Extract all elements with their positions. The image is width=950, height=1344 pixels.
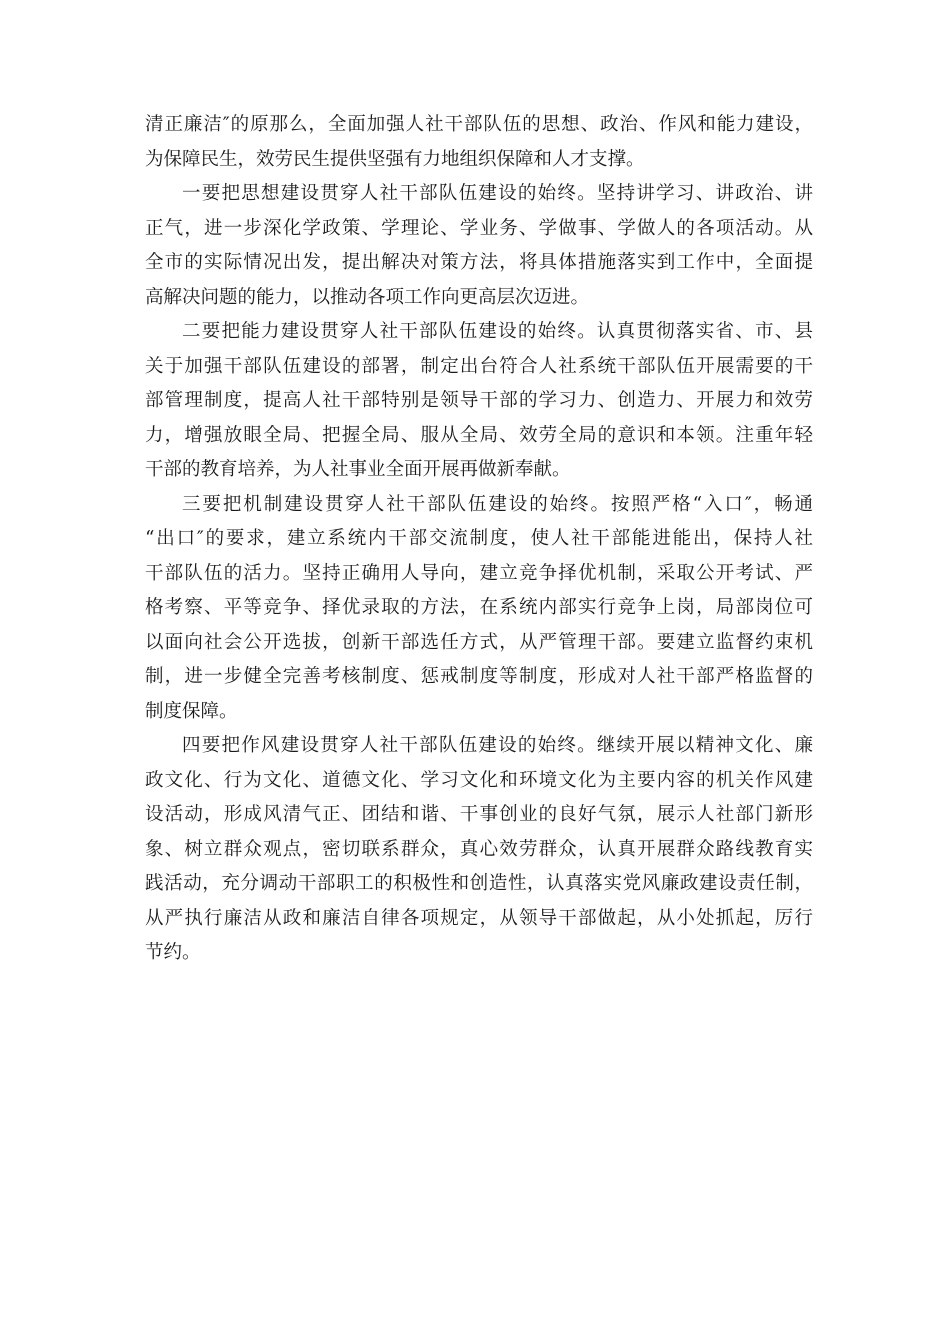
document-body [145,108,813,971]
text-line: 格考察、平等竞争、择优录取的方法，在系统内部实行竞争上岗，局部岗位可 [145,597,813,618]
paragraph-2 [145,177,813,315]
paragraph-1 [145,108,813,177]
text-line: 清正廉洁″的原那么，全面加强人社干部队伍的思想、政治、作风和能力建设， [145,114,813,135]
text-line: 关于加强干部队伍建设的部署，制定出台符合人社系统干部队伍开展需要的干 [145,355,813,377]
paragraph-4 [145,488,813,730]
text-line: 一要把思想建设贯穿人社干部队伍建设的始终。坚持讲学习、讲政治、讲 [182,183,813,204]
text-line: 节约。 [145,942,201,963]
text-line: 干部队伍的活力。坚持正确用人导向，建立竞争择优机制，采取公开考试、严 [145,562,813,584]
text-line: 部管理制度，提高人社干部特别是领导干部的学习力、创造力、开展力和效劳 [145,390,813,411]
text-line: 正气，进一步深化学政策、学理论、学业务、学做事、学做人的各项活动。从 [145,217,813,239]
text-line: 全市的实际情况出发，提出解决对策方法，将具体措施落实到工作中，全面提 [145,252,813,273]
text-line: 高解决问题的能力，以推动各项工作向更高层次迈进。 [145,286,590,308]
text-line: 四要把作风建设贯穿人社干部队伍建设的始终。继续开展以精神文化、廉 [182,735,813,756]
text-line: “出口″的要求，建立系统内干部交流制度，使人社干部能进能出，保持人社 [145,528,813,549]
text-line: 从严执行廉洁从政和廉洁自律各项规定，从领导干部做起，从小处抓起，厉行 [145,907,813,929]
text-line: 以面向社会公开选拔，创新干部选任方式，从严管理干部。要建立监督约束机 [145,631,813,653]
text-line: 设活动，形成风清气正、团结和谐、干事创业的良好气氛，展示人社部门新形 [145,804,813,825]
paragraph-3 [145,315,813,488]
text-line: 力，增强放眼全局、把握全局、服从全局、效劳全局的意识和本领。注重年轻 [145,424,813,446]
text-line: 二要把能力建设贯穿人社干部队伍建设的始终。认真贯彻落实省、市、县 [182,321,813,342]
text-line: 为保障民生，效劳民生提供坚强有力地组织保障和人才支撑。 [145,148,645,170]
text-line: 干部的教育培养，为人社事业全面开展再做新奉献。 [145,459,571,480]
text-line: 践活动，充分调动干部职工的积极性和创造性，认真落实党风廉政建设责任制， [145,873,813,894]
paragraph-5 [145,729,813,971]
text-line: 制度保障。 [145,700,238,722]
text-line: 象、树立群众观点，密切联系群众，真心效劳群众，认真开展群众路线教育实 [145,838,813,860]
text-line: 政文化、行为文化、道德文化、学习文化和环境文化为主要内容的机关作风建 [145,769,813,791]
text-line: 三要把机制建设贯穿人社干部队伍建设的始终。按照严格“入口″，畅通 [182,493,813,515]
text-line: 制，进一步健全完善考核制度、惩戒制度等制度，形成对人社干部严格监督的 [145,666,813,687]
